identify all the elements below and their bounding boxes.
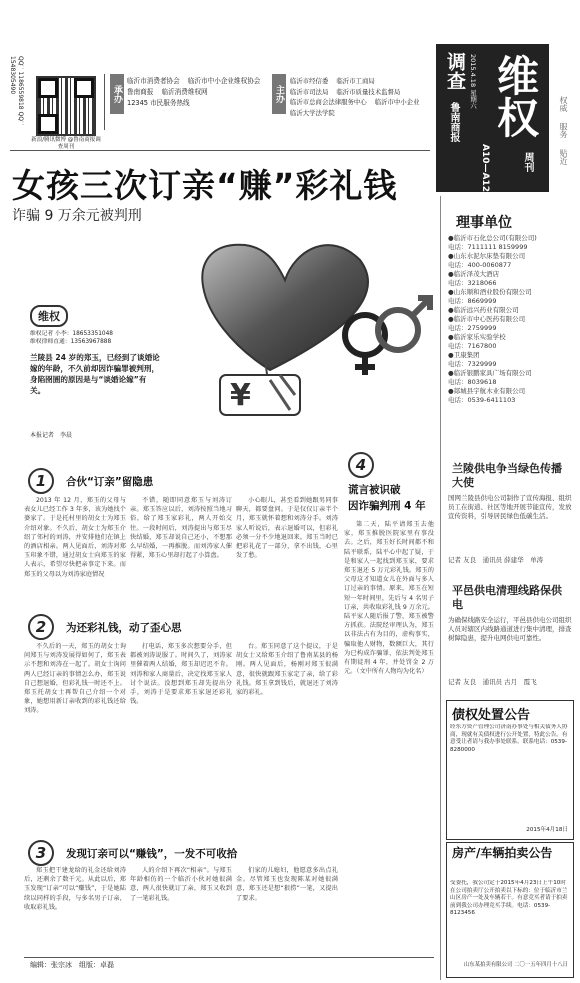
qr-corner-1 <box>38 78 58 98</box>
side-label-3: 贴近 <box>559 149 568 166</box>
member-line: ●郯城县宇航木业有限公司 <box>448 387 526 395</box>
s1c-text: 小心眼儿，甚至看到她跟男同事聊天，都要盘问。于是仅仅订亲半个月，郑玉就怀着想和刘涛分手。刘涛家人听说后，表示退婚可以，但彩礼必须一分不少地退回来。郑玉当时已把彩礼花了一部分，拿不出钱，心里发了愁。 <box>236 497 338 560</box>
s3b-text: 人的介绍下再次“相亲”。与郑玉年龄相仿的一个临沂小伙对她很满意，两人很快就订了亲，郑玉又收到了一笔彩礼钱。 <box>130 867 232 902</box>
section-2-col-c <box>236 642 338 830</box>
header-divider <box>104 74 105 130</box>
host-7: 临沂大学法学院 <box>290 108 335 117</box>
ad-2-title: 房产/车辆拍卖公告 <box>452 846 553 860</box>
s2a-text: 不久后的一天，郑玉的胡女士询问郑玉与刘涛发展得如何了，郑玉表示不想和刘涛在一起了。胡女士询问两人已经订亲的事情怎么办，郑玉说自己想退婚，但彩礼钱一时还不上。郑玉托胡女士再帮自己介绍一个对象，她想用新订亲收到的彩礼钱还给刘涛。 <box>24 643 126 715</box>
host-2: 临沂市工商局 <box>336 77 375 85</box>
member-line: 电话：3218066 <box>448 279 497 287</box>
co-org-3: 鲁南商报 <box>127 88 154 96</box>
s1a-text: 2013 年 12 月，郑玉的父母与表女儿已经工作 3 年多，该为她找个婆家了。于是托村里的胡女士为郑玉介绍对象。不久后，胡女士为郑玉介绍了邻村的刘涛，并安排他们在镇上的酒店相亲。两人见面后，刘涛对郑玉印象不错，通过胡女士向郑玉的家人表示，希望尽快把亲事定下来。而郑玉的父母以为刘涛家庭情况 <box>24 497 126 578</box>
qr-caption: 新浪/腾讯微博 @鲁南商报调查周刊 <box>31 137 101 150</box>
masthead-pages: A10—A12 <box>480 144 490 192</box>
headline-title: 女孩三次订亲“赚”彩礼钱 <box>12 166 398 205</box>
s1b-text: 不错，随即同意郑玉与刘涛订亲。郑玉答应以后，刘涛按照当地习俗，给了郑玉家彩礼，两人开始交往。一段时间后，刘涛提出与郑玉尽快结婚，郑玉却说自己还小，不想那么早结婚，一再推脱。而刘涛家人催得紧，郑玉心里却打起了小算盘。 <box>130 497 232 560</box>
header-bottom-rule <box>10 150 430 151</box>
member-line: ●临沂泽茂大酒店 <box>448 270 500 278</box>
gender-symbols-icon <box>330 290 440 380</box>
stamp-logo: 维权 <box>30 305 68 327</box>
s2c-text: 台。郑玉同意了这个提议，于是胡女士又给郑玉介绍了鲁南某县的杨刚。两人见面后，杨刚对郑玉很满意，很快就跟郑玉家定了亲，给了彩礼钱。郑玉拿到钱后，就退还了刘涛家的彩礼。 <box>236 643 338 697</box>
section-1-number: 1 <box>28 468 54 494</box>
section-2-title: 为还彩礼钱，动了歪心思 <box>66 622 182 634</box>
member-line: ●卫康集团 <box>448 351 480 359</box>
section-3-col-c <box>236 866 338 952</box>
qq-numbers: QQ：1186559818 QQ：1548305490 <box>9 56 24 127</box>
co-organizer-list <box>127 76 265 109</box>
news-2-credit: 记者 友良 通讯员 古月 霞飞 <box>448 678 537 686</box>
member-line: 电话：7111111 8159999 <box>448 243 528 251</box>
member-line: 电话：8039618 <box>448 378 497 386</box>
news-2-title: 平邑供电清理线路保供电 <box>452 584 562 611</box>
masthead-weekly: 周刊 <box>522 152 533 172</box>
member-line: ●临沂家乐实验学校 <box>448 333 506 341</box>
section-4-title-2: 因诈骗判刑 4 年 <box>348 500 426 512</box>
section-1-title: 合伙“订亲”留隐患 <box>66 476 154 488</box>
section-3-title: 发现订亲可以“赚钱”，一发不可收拾 <box>66 848 238 860</box>
s3a-text: 郑玉把干建龙给的礼金还给刘涛后，还剩余了数千元。从此以后，郑玉发现“订亲”可以“赚钱”，于是她陆续以同样的手段，与多名男子订亲，收取彩礼钱。 <box>24 867 126 911</box>
masthead <box>436 44 549 192</box>
s2b-text: 打电话，郑玉多次想要分手，但都被刘涛说服了。时间久了，刘涛家里催着两人结婚，郑玉却迟迟不肯。刘涛和家人商量后，决定找郑玉家人讨个说法。没想到郑玉却先提出分手，刘涛于是要求郑玉家退还彩礼钱。 <box>130 643 232 706</box>
co-org-5: 12345 市民服务热线 <box>127 99 190 107</box>
news-2-text: 为确保线路安全运行，平邑县供电公司组织人员对辖区内线路通道进行集中清理，排查树障隐患，提升电网供电可靠性。 <box>448 616 572 642</box>
host-badge: 主办 <box>272 74 286 114</box>
lead-paragraph: 兰陵县 24 岁的郑玉，已经到了谈婚论嫁的年龄，不久前却因诈骗罪被判刑，身陷囹圄的原因是与“谈婚论嫁”有关。 <box>30 353 160 395</box>
host-5: 临沂市总商会法律服务中心 <box>290 98 367 106</box>
masthead-title: 维权 <box>491 54 540 138</box>
members-title: 理事单位 <box>456 215 512 231</box>
stamp-reporter: 维权记者 小李：18653351048 <box>30 331 113 337</box>
member-line: 电话：2759999 <box>448 324 497 332</box>
member-line: ●山东水泥尔床垫有限公司 <box>448 252 526 260</box>
member-line: 电话：0539-6411103 <box>448 396 516 404</box>
ad-1-text: 经东方资产管理公司济南办事处与相关债务人协商，现就有关债权进行公开处置，特此公告。有意受让者请与我办事处联系。联系电话：0539-8280000 <box>450 724 568 753</box>
news-1-text: 国网兰陵县供电公司制作了宣传海报、组织员工在街道、社区等地开展节能宣传，发放宣传资料，引导居民绿色低碳生活。 <box>448 494 572 520</box>
member-line: ●临沂市石化总公司(有限公司) <box>448 234 537 242</box>
host-4: 临沂市质量技术监督局 <box>336 87 401 96</box>
side-label-2: 服务 <box>559 122 568 139</box>
member-line: 电话：400-0060877 <box>448 261 512 269</box>
host-3: 临沂市司法局 <box>290 87 329 96</box>
masthead-paper: 鲁南商报 <box>448 102 459 142</box>
editor-credit: 编辑：张宗冰 组版：卓磊 <box>30 961 114 969</box>
section-3-col-b <box>130 866 232 952</box>
ad-1-title: 债权处置公告 <box>452 708 531 723</box>
right-column-divider <box>440 196 441 980</box>
member-line: ●山东顺和酒业股份有限公司 <box>448 288 532 296</box>
members-list <box>448 234 572 456</box>
footer-rule <box>24 957 434 958</box>
news-1-title: 兰陵供电争当绿色传播大使 <box>452 462 562 489</box>
qr-corner-3 <box>38 114 58 134</box>
co-org-4: 临沂消费维权网 <box>161 88 208 96</box>
member-line: 电话：7167800 <box>448 342 497 350</box>
rights-stamp <box>30 305 160 345</box>
svg-text:¥: ¥ <box>230 378 251 413</box>
news-1-credit: 记者 友良 通讯员 薛建华 单涛 <box>448 556 544 564</box>
member-line: ●临沂市中心医药有限公司 <box>448 315 526 323</box>
co-organizer-badge: 承办 <box>110 74 124 114</box>
section-3-number: 3 <box>28 840 54 866</box>
section-4-col <box>344 520 434 950</box>
ad-1-date: 2015年4月18日 <box>526 827 568 833</box>
qr-corner-2 <box>74 78 94 98</box>
masthead-survey: 调查 <box>444 52 466 90</box>
host-6: 临沂市中小企业 <box>374 98 420 106</box>
masthead-side-labels <box>556 96 570 165</box>
member-line: 电话：8669999 <box>448 297 497 305</box>
section-2-number: 2 <box>28 614 54 640</box>
section-2-col-b <box>130 642 232 830</box>
s4-text: 第二天，陆平请郑玉去他家，郑玉推脱医院家里有事没去。之后，郑玉好长时间都不和陆平联系，陆平心中起了疑，于是和家人一起找到郑玉家，要求郑玉退还 5 万元彩礼钱。郑玉的父母这才知道女儿在外面与多人订过亲的事情。原来，郑玉在短短一年时间里，先后与 4 名男子订亲，共收取彩礼钱 9 万余元。陆平家人随后报了警，郑玉被警方抓获。法院经审理认为，郑玉以非法占有为目的，虚构事实，骗取他人财物，数额巨大，其行为已构成诈骗罪，依法判处郑玉有期徒刑 4 年，并处罚金 2 万元。（文中所有人物均为化名） <box>344 521 434 676</box>
section-1-col-b <box>130 496 232 610</box>
byline: 本报记者 李晨 <box>30 432 73 439</box>
headline-subtitle: 诈骗 9 万余元被判刑 <box>12 208 142 224</box>
ad-2-text: 受委托，我公司定于2015年4月23日上午10时在公司拍卖厅公开拍卖以下标的：位于临沂市兰山区房产一处及车辆若干。有意竞买者请于拍卖前到我公司办理竞买手续。电话：0539-8123456 <box>450 880 568 917</box>
member-line: ●临沂银鹏家具广场有限公司 <box>448 369 532 377</box>
host-1: 临沂市经信委 <box>290 77 329 85</box>
ad-2-company: 山东某拍卖有限公司 二〇一五年四月十八日 <box>463 962 568 968</box>
stamp-hotline: 维权律师直通：13563967888 <box>30 339 112 345</box>
member-line: 电话：7329999 <box>448 360 497 368</box>
section-1-col-c <box>236 496 338 610</box>
member-line: ●临沂远兴药业有限公司 <box>448 306 519 314</box>
section-4-title: 谎言被识破 <box>348 484 401 496</box>
co-org-2: 临沂市中小企业维权协会 <box>187 77 261 85</box>
masthead-date: 2015.4.18 星期六 <box>469 54 477 109</box>
s3c-text: 们家的儿媳妇，他愿意多出点礼金。尽管郑玉也发现陈某对她很满意，郑玉还是想“狠捞”一笔，又提出了要求。 <box>236 867 338 902</box>
co-org-1: 临沂市消费者协会 <box>127 77 180 85</box>
section-4-number: 4 <box>348 452 374 478</box>
section-2-col-a <box>24 642 126 830</box>
side-label-1: 权威 <box>559 96 568 112</box>
host-list <box>290 76 426 118</box>
section-1-col-a <box>24 496 126 610</box>
section-3-col-a <box>24 866 126 952</box>
